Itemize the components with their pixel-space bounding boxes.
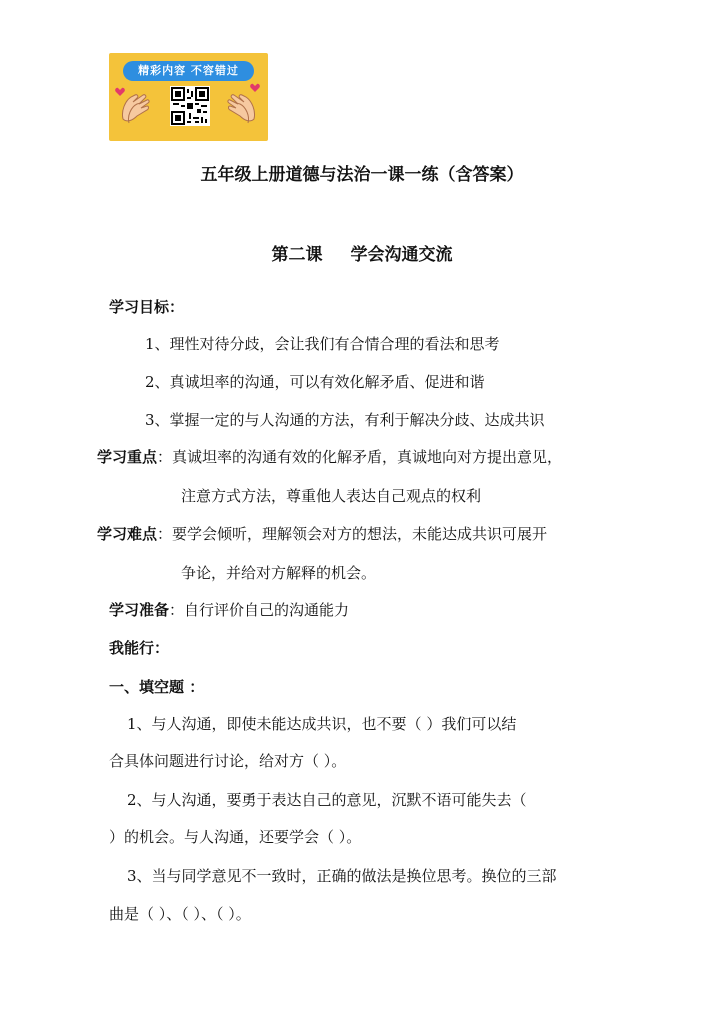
key-points-continued: 注意方式方法，尊重他人表达自己观点的权利 bbox=[181, 487, 482, 505]
banner-title: 精彩内容 不容错过 bbox=[123, 61, 254, 81]
promo-banner[interactable] bbox=[109, 53, 268, 141]
preparation-text: ：自行评价自己的沟通能力 bbox=[169, 601, 350, 619]
key-points-label: 学习重点 bbox=[97, 448, 158, 466]
heart-icon bbox=[115, 87, 125, 97]
question-1-line-2: 合具体问题进行讨论，给对方（ ）。 bbox=[109, 752, 347, 770]
question-2-line-2: ）的机会。与人沟通，还要学会（ ）。 bbox=[109, 828, 362, 846]
clapping-hands-icon bbox=[220, 89, 260, 129]
objectives-heading: 学习目标： bbox=[109, 298, 185, 316]
difficulties-continued: 争论，并给对方解释的机会。 bbox=[181, 564, 377, 582]
question-3-line-1: 3、当与同学意见不一致时，正确的做法是换位思考。换位的三部 bbox=[127, 867, 557, 885]
lesson-name: 学会沟通交流 bbox=[350, 245, 453, 265]
lesson-title bbox=[0, 240, 724, 265]
difficulties-text: ：要学会倾听，理解领会对方的想法，未能达成共识可展开 bbox=[157, 525, 548, 543]
objective-item: 2、真诚坦率的沟通，可以有效化解矛盾、促进和谐 bbox=[145, 373, 485, 391]
question-2-line-1: 2、与人沟通，要勇于表达自己的意见，沉默不语可能失去（ bbox=[127, 791, 527, 809]
key-points bbox=[97, 447, 562, 467]
objective-item: 3、掌握一定的与人沟通的方法，有利于解决分歧、达成共识 bbox=[145, 411, 545, 429]
document-title: 五年级上册道德与法治一课一练（含答案） bbox=[200, 165, 524, 185]
section-heading: 一、填空题 ： bbox=[109, 678, 205, 696]
qr-code[interactable] bbox=[170, 86, 210, 126]
preparation bbox=[109, 600, 349, 620]
question-3-line-2: 曲是（ ）、（ ）、（ ）。 bbox=[109, 905, 251, 923]
key-points-text: ：真诚坦率的沟通有效的化解矛盾，真诚地向对方提出意见， bbox=[157, 448, 563, 466]
question-1-line-1: 1、与人沟通，即使未能达成共识，也不要（ ）我们可以结 bbox=[127, 715, 517, 733]
heart-icon bbox=[250, 83, 260, 93]
difficulties bbox=[97, 524, 547, 544]
preparation-label: 学习准备 bbox=[109, 601, 170, 619]
lesson-number: 第二课 bbox=[271, 245, 323, 265]
objective-item: 1、理性对待分歧，会让我们有合情合理的看法和思考 bbox=[145, 335, 500, 353]
difficulties-label: 学习难点 bbox=[97, 525, 158, 543]
i-can-heading: 我能行： bbox=[109, 639, 170, 657]
